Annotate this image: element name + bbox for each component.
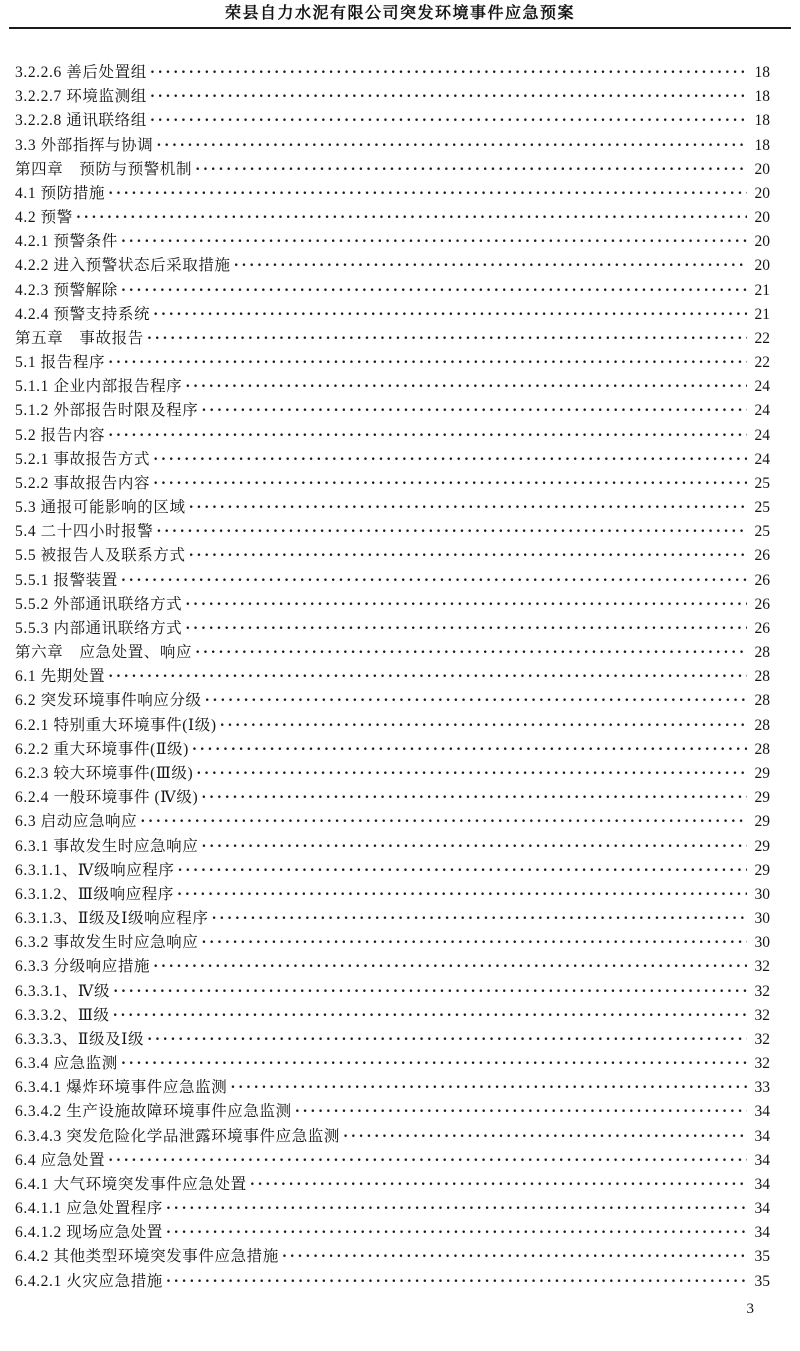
toc-entry	[15, 954, 770, 978]
toc-dot-leader	[205, 692, 747, 710]
toc-dot-leader	[121, 1055, 747, 1073]
toc-entry-title: 6.4.1.2 现场应急处置	[15, 1224, 163, 1242]
toc-entry-title: 5.2.2 事故报告内容	[15, 474, 151, 492]
toc-entry	[15, 761, 770, 785]
toc-entry-page: 26	[754, 547, 770, 565]
toc-entry-page: 21	[754, 281, 770, 299]
toc-dot-leader	[189, 547, 747, 565]
toc-entry-title: 6.4.2.1 火灾应急措施	[15, 1272, 163, 1290]
toc-dot-leader	[220, 717, 747, 735]
toc-entry-page: 34	[754, 1103, 770, 1121]
toc-entry	[15, 858, 770, 882]
toc-entry	[15, 495, 770, 519]
toc-entry-page: 18	[754, 88, 770, 106]
toc-entry	[15, 471, 770, 495]
toc-entry-title: 5.1 报告程序	[15, 354, 106, 372]
toc-dot-leader	[156, 137, 747, 155]
toc-entry-page: 24	[754, 378, 770, 396]
toc-entry	[15, 253, 770, 277]
toc-entry-page: 26	[754, 619, 770, 637]
toc-entry	[15, 1172, 770, 1196]
toc-dot-leader	[189, 499, 747, 517]
toc-entry	[15, 785, 770, 809]
toc-entry-title: 6.3.3.2、Ⅲ级	[15, 1006, 110, 1024]
toc-dot-leader	[113, 1007, 747, 1025]
toc-dot-leader	[185, 378, 747, 396]
toc-entry	[15, 979, 770, 1003]
toc-dot-leader	[196, 765, 747, 783]
toc-entry-title: 6.3.3 分级响应措施	[15, 958, 151, 976]
toc-entry-page: 33	[754, 1079, 770, 1097]
toc-dot-leader	[150, 64, 747, 82]
toc-entry	[15, 906, 770, 930]
toc-entry	[15, 374, 770, 398]
toc-entry-page: 32	[754, 1006, 770, 1024]
toc-entry-title: 4.2 预警	[15, 209, 73, 227]
toc-entry-page: 34	[754, 1200, 770, 1218]
toc-entry-page: 29	[754, 764, 770, 782]
toc-dot-leader	[156, 523, 747, 541]
toc-entry	[15, 809, 770, 833]
toc-dot-leader	[153, 475, 747, 493]
toc-entry-page: 24	[754, 426, 770, 444]
toc-dot-leader	[185, 596, 747, 614]
toc-entry-page: 30	[754, 934, 770, 952]
toc-entry-page: 25	[754, 523, 770, 541]
toc-entry-title: 6.3.4.2 生产设施故障环境事件应急监测	[15, 1103, 292, 1121]
header-divider	[9, 27, 791, 29]
toc-entry-title: 6.4.1 大气环境突发事件应急处置	[15, 1175, 247, 1193]
toc-entry	[15, 157, 770, 181]
toc-entry	[15, 278, 770, 302]
toc-entry-page: 29	[754, 789, 770, 807]
toc-entry-title: 3.3 外部指挥与协调	[15, 136, 154, 154]
toc-entry	[15, 1269, 770, 1293]
toc-dot-leader	[166, 1224, 747, 1242]
toc-entry-page: 22	[754, 329, 770, 347]
toc-dot-leader	[201, 789, 747, 807]
toc-dot-leader	[234, 257, 747, 275]
toc-dot-leader	[195, 644, 747, 662]
toc-entry-title: 5.4 二十四小时报警	[15, 523, 154, 541]
toc-entry-page: 29	[754, 837, 770, 855]
toc-entry-page: 29	[754, 861, 770, 879]
toc-entry-page: 34	[754, 1151, 770, 1169]
toc-entry	[15, 1075, 770, 1099]
page-header	[0, 0, 800, 29]
toc-entry-title: 5.5 被报告人及联系方式	[15, 547, 186, 565]
toc-entry-page: 28	[754, 692, 770, 710]
toc-dot-leader	[295, 1103, 747, 1121]
toc-entry-page: 26	[754, 595, 770, 613]
toc-entry-page: 20	[754, 184, 770, 202]
toc-entry	[15, 84, 770, 108]
toc-entry-title: 5.3 通报可能影响的区域	[15, 499, 186, 517]
toc-entry-title: 5.2.1 事故报告方式	[15, 450, 151, 468]
toc-dot-leader	[108, 354, 747, 372]
toc-entry	[15, 543, 770, 567]
toc-dot-leader	[147, 1031, 747, 1049]
toc-entry	[15, 1244, 770, 1268]
toc-entry-page: 18	[754, 136, 770, 154]
toc-entry-page: 18	[754, 64, 770, 81]
toc-dot-leader	[150, 112, 747, 130]
toc-entry-title: 6.4.1.1 应急处置程序	[15, 1200, 163, 1218]
toc-entry-page: 32	[754, 1055, 770, 1073]
toc-entry-page: 18	[754, 112, 770, 130]
toc-entry-page: 35	[754, 1272, 770, 1290]
toc-dot-leader	[230, 1079, 747, 1097]
toc-entry	[15, 882, 770, 906]
toc-entry-page: 22	[754, 354, 770, 372]
toc-entry-title: 4.2.2 进入预警状态后采取措施	[15, 257, 231, 275]
toc-entry-page: 24	[754, 450, 770, 468]
toc-entry-title: 6.3.1.1、Ⅳ级响应程序	[15, 861, 175, 879]
toc-dot-leader	[108, 427, 747, 445]
toc-entry-page: 20	[754, 209, 770, 227]
toc-entry	[15, 1124, 770, 1148]
toc-dot-leader	[201, 838, 747, 856]
toc-entry-title: 5.2 报告内容	[15, 426, 106, 444]
toc-entry-title: 5.1.2 外部报告时限及程序	[15, 402, 199, 420]
toc-entry-title: 6.3.1.2、Ⅲ级响应程序	[15, 885, 174, 903]
toc-entry-title: 4.2.3 预警解除	[15, 281, 118, 299]
toc-dot-leader	[201, 402, 747, 420]
toc-entry	[15, 592, 770, 616]
toc-entry-page: 21	[754, 305, 770, 323]
toc-entry	[15, 688, 770, 712]
toc-entry	[15, 1148, 770, 1172]
toc-entry	[15, 1051, 770, 1075]
toc-entry-title: 6.2 突发环境事件响应分级	[15, 692, 202, 710]
toc-entry-title: 第六章 应急处置、响应	[15, 644, 193, 662]
toc-entry-page: 20	[754, 257, 770, 275]
toc-entry-page: 25	[754, 499, 770, 517]
toc-entry	[15, 60, 770, 84]
toc-entry-title: 6.3 启动应急响应	[15, 813, 138, 831]
toc-entry-title: 6.3.1 事故发生时应急响应	[15, 837, 199, 855]
toc-dot-leader	[195, 161, 747, 179]
toc-entry	[15, 133, 770, 157]
toc-dot-leader	[343, 1128, 747, 1146]
toc-entry	[15, 181, 770, 205]
toc-entry-title: 6.4 应急处置	[15, 1151, 106, 1169]
toc-entry-page: 34	[754, 1175, 770, 1193]
toc-dot-leader	[153, 306, 747, 324]
toc-dot-leader	[108, 1152, 747, 1170]
toc-entry-title: 5.5.2 外部通讯联络方式	[15, 595, 183, 613]
toc-entry-title: 6.3.4 应急监测	[15, 1055, 118, 1073]
toc-entry-page: 30	[754, 910, 770, 928]
toc-dot-leader	[166, 1273, 747, 1291]
toc-entry-title: 6.3.4.1 爆炸环境事件应急监测	[15, 1079, 228, 1097]
toc-entry-title: 6.3.3.3、Ⅱ级及Ⅰ级	[15, 1030, 145, 1048]
toc-dot-leader	[185, 620, 747, 638]
toc-entry-title: 6.2.2 重大环境事件(Ⅱ级)	[15, 740, 189, 758]
toc-entry-page: 32	[754, 982, 770, 1000]
toc-entry-page: 29	[754, 813, 770, 831]
toc-dot-leader	[177, 886, 747, 904]
toc-entry	[15, 1003, 770, 1027]
toc-entry-title: 6.3.4.3 突发危险化学品泄露环境事件应急监测	[15, 1127, 341, 1145]
toc-entry	[15, 302, 770, 326]
toc-entry	[15, 664, 770, 688]
toc-entry-page: 20	[754, 160, 770, 178]
toc-entry-page: 32	[754, 958, 770, 976]
toc-entry-title: 4.2.4 预警支持系统	[15, 305, 151, 323]
toc-entry-title: 6.2.3 较大环境事件(Ⅲ级)	[15, 764, 194, 782]
toc-entry	[15, 350, 770, 374]
toc-entry	[15, 616, 770, 640]
toc-entry-page: 24	[754, 402, 770, 420]
toc-entry	[15, 568, 770, 592]
toc-entry-page: 32	[754, 1030, 770, 1048]
toc-entry-page: 30	[754, 885, 770, 903]
toc-entry-page: 28	[754, 716, 770, 734]
toc-entry-title: 5.5.3 内部通讯联络方式	[15, 619, 183, 637]
table-of-contents	[15, 60, 770, 1293]
toc-entry	[15, 326, 770, 350]
toc-dot-leader	[178, 862, 747, 880]
toc-entry-title: 6.1 先期处置	[15, 668, 106, 686]
toc-entry-title: 6.2.1 特别重大环境事件(Ⅰ级)	[15, 716, 217, 734]
toc-entry	[15, 713, 770, 737]
toc-dot-leader	[153, 958, 747, 976]
toc-entry-title: 3.2.2.8 通讯联络组	[15, 112, 147, 130]
toc-entry-title: 6.3.1.3、Ⅱ级及Ⅰ级响应程序	[15, 910, 209, 928]
toc-dot-leader	[140, 813, 747, 831]
toc-entry	[15, 1220, 770, 1244]
toc-entry-page: 25	[754, 474, 770, 492]
toc-entry-title: 6.2.4 一般环境事件 (Ⅳ级)	[15, 789, 199, 807]
toc-entry-page: 20	[754, 233, 770, 251]
toc-dot-leader	[282, 1248, 747, 1266]
toc-entry-title: 第五章 事故报告	[15, 329, 144, 347]
toc-dot-leader	[150, 88, 747, 106]
page-number: 3	[746, 1301, 754, 1317]
toc-entry-page: 28	[754, 740, 770, 758]
toc-entry-title: 第四章 预防与预警机制	[15, 160, 193, 178]
toc-dot-leader	[147, 330, 747, 348]
toc-dot-leader	[201, 934, 747, 952]
toc-entry-title: 6.3.2 事故发生时应急响应	[15, 934, 199, 952]
toc-entry-page: 34	[754, 1127, 770, 1145]
toc-entry	[15, 205, 770, 229]
toc-entry	[15, 1027, 770, 1051]
toc-entry	[15, 447, 770, 471]
toc-dot-leader	[108, 185, 747, 203]
toc-dot-leader	[211, 910, 747, 928]
toc-entry-title: 4.2.1 预警条件	[15, 233, 118, 251]
toc-dot-leader	[121, 233, 747, 251]
toc-entry	[15, 398, 770, 422]
toc-entry-title: 6.3.3.1、Ⅳ级	[15, 982, 111, 1000]
toc-entry-title: 4.1 预防措施	[15, 184, 106, 202]
toc-entry-page: 28	[754, 644, 770, 662]
toc-entry-title: 5.5.1 报警装置	[15, 571, 118, 589]
toc-dot-leader	[121, 282, 747, 300]
toc-dot-leader	[113, 983, 747, 1001]
toc-dot-leader	[192, 741, 747, 759]
toc-dot-leader	[108, 668, 747, 686]
toc-entry	[15, 1196, 770, 1220]
toc-dot-leader	[250, 1176, 747, 1194]
toc-entry-title: 3.2.2.6 善后处置组	[15, 64, 147, 81]
toc-entry-page: 35	[754, 1248, 770, 1266]
toc-dot-leader	[76, 209, 747, 227]
toc-entry-title: 6.4.2 其他类型环境突发事件应急措施	[15, 1248, 279, 1266]
toc-entry	[15, 930, 770, 954]
toc-entry	[15, 423, 770, 447]
toc-entry-page: 34	[754, 1224, 770, 1242]
toc-entry	[15, 1099, 770, 1123]
toc-entry-page: 26	[754, 571, 770, 589]
toc-entry-page: 28	[754, 668, 770, 686]
toc-entry	[15, 108, 770, 132]
toc-dot-leader	[166, 1200, 747, 1218]
toc-entry	[15, 640, 770, 664]
toc-entry	[15, 834, 770, 858]
document-title: 荣县自力水泥有限公司突发环境事件应急预案	[224, 5, 575, 22]
toc-dot-leader	[121, 572, 747, 590]
toc-entry	[15, 519, 770, 543]
toc-entry	[15, 229, 770, 253]
toc-dot-leader	[153, 451, 747, 469]
toc-entry-title: 5.1.1 企业内部报告程序	[15, 378, 183, 396]
toc-entry	[15, 737, 770, 761]
toc-entry-title: 3.2.2.7 环境监测组	[15, 88, 147, 106]
